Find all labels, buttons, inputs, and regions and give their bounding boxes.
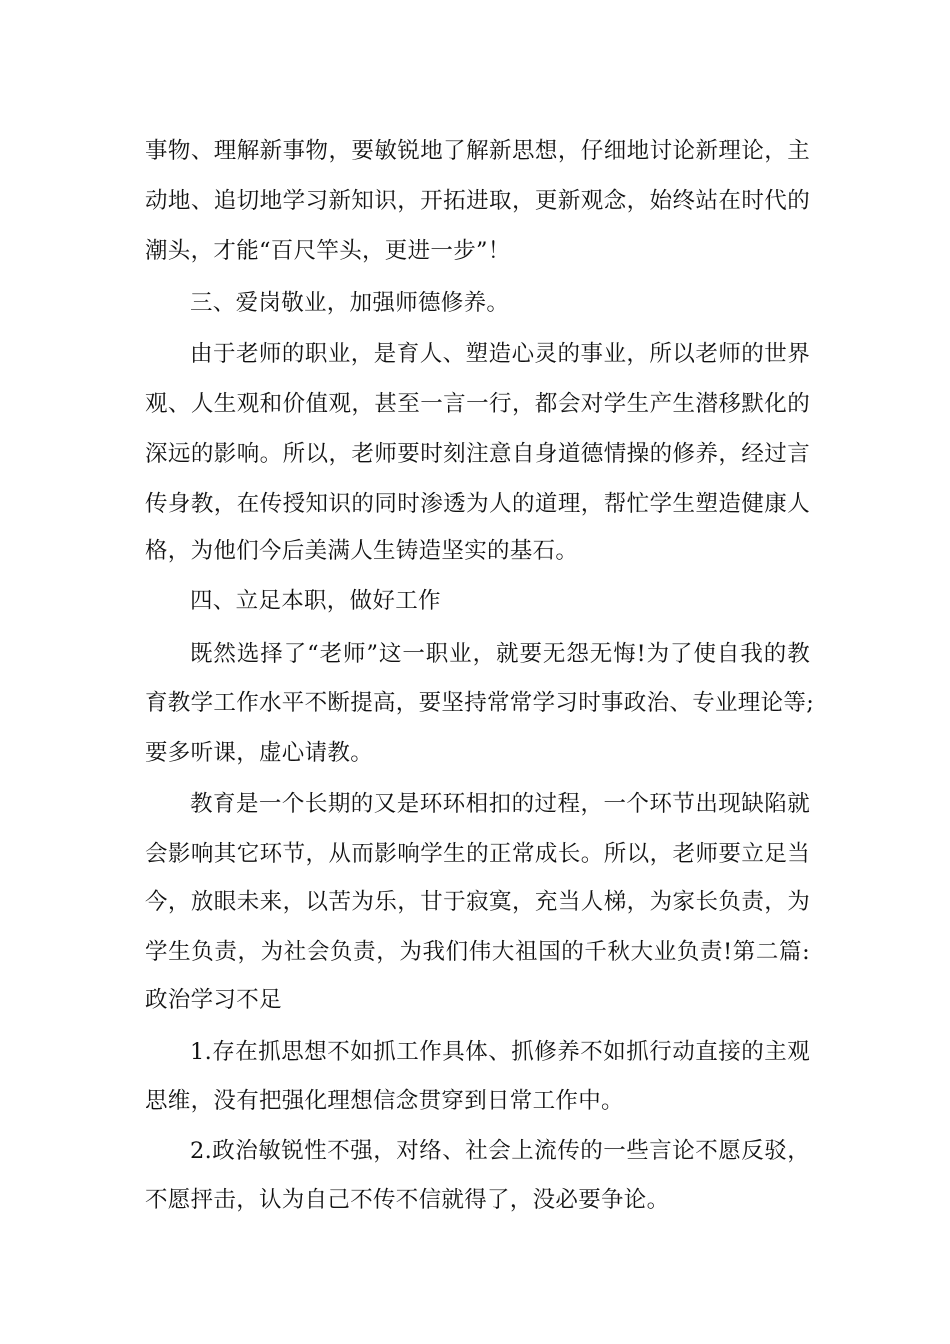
text-line: 事物、理解新事物，要敏锐地了解新思想，仔细地讨论新理论，主: [145, 138, 810, 164]
text-line: 深远的影响。所以，老师要时刻注意自身道德情操的修养，经过言: [145, 441, 810, 467]
text-line: 动地、追切地学习新知识，开拓进取，更新观念，始终站在时代的: [145, 188, 810, 214]
text-line: 今，放眼未来，以苦为乐，甘于寂寞，充当人梯，为家长负责，为: [145, 889, 810, 915]
text-line: 既然选择了“老师”这一职业，就要无怨无悔!为了使自我的教: [190, 641, 810, 667]
text-line: 育教学工作水平不断提高，要坚持常常学习时事政治、专业理论等;: [145, 690, 815, 716]
section-heading: 三、爱岗敬业，加强师德修养。: [190, 290, 510, 316]
text-line: 潮头，才能“百尺竿头，更进一步”！: [145, 238, 511, 264]
text-line: 观、人生观和价值观，甚至一言一行，都会对学生产生潜移默化的: [145, 391, 810, 417]
text-line: 政治学习不足: [145, 987, 282, 1013]
text-line: 格，为他们今后美满人生铸造坚实的基石。: [145, 538, 579, 564]
section-heading: 四、立足本职，做好工作: [190, 588, 441, 614]
text-line: 思维，没有把强化理想信念贯穿到日常工作中。: [145, 1088, 624, 1114]
list-item-2: 2.政治敏锐性不强，对络、社会上流传的一些言论不愿反驳，: [190, 1138, 810, 1164]
text-line: 教育是一个长期的又是环环相扣的过程，一个环节出现缺陷就: [190, 791, 810, 817]
text-line: 学生负责，为社会负责，为我们伟大祖国的千秋大业负责!第二篇:: [145, 939, 810, 965]
list-item-1: 1.存在抓思想不如抓工作具体、抓修养不如抓行动直接的主观: [190, 1039, 810, 1065]
text-line: 会影响其它环节，从而影响学生的正常成长。所以，老师要立足当: [145, 841, 810, 867]
text-line: 由于老师的职业，是育人、塑造心灵的事业，所以老师的世界: [190, 341, 810, 367]
text-line: 要多听课，虚心请教。: [145, 740, 374, 766]
text-line: 不愿抨击，认为自己不传不信就得了，没必要争论。: [145, 1187, 670, 1213]
text-line: 传身教，在传授知识的同时渗透为人的道理，帮忙学生塑造健康人: [145, 491, 810, 517]
